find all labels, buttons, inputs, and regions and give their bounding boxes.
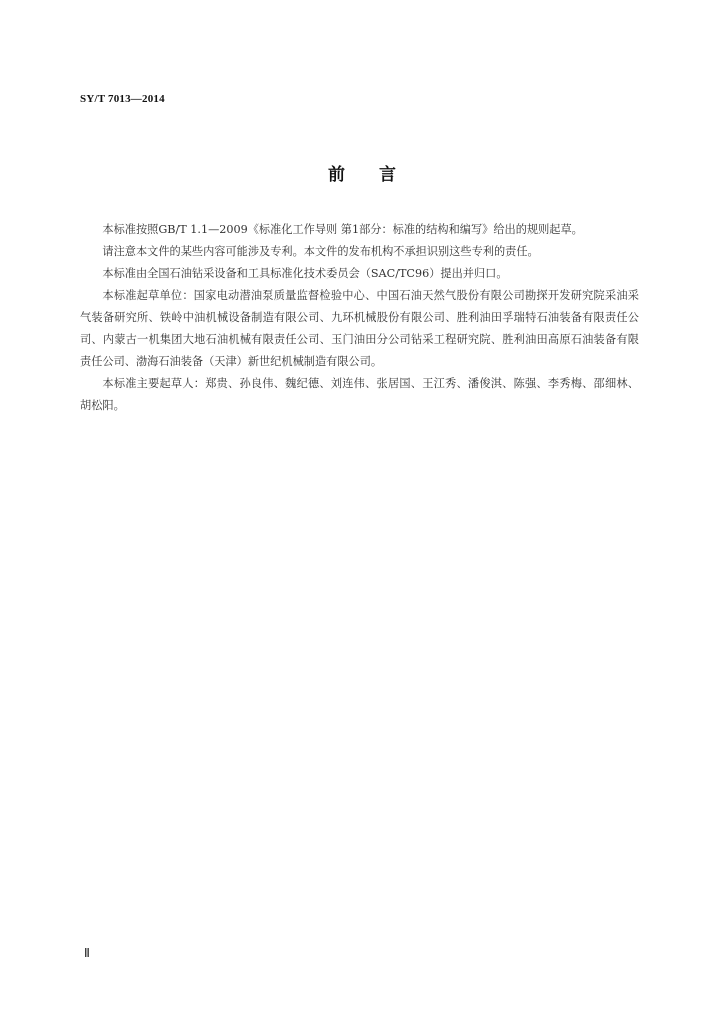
- standard-code-header: SY/T 7013—2014: [80, 93, 165, 105]
- paragraph-drafters: 本标准主要起草人：郑贵、孙良伟、魏纪德、刘连伟、张居国、王江秀、潘俊淇、陈强、李秀梅、邵细林、胡松阳。: [80, 377, 639, 412]
- page-title: 前言: [328, 165, 430, 185]
- page-number: Ⅱ: [84, 946, 90, 960]
- paragraph-drafting-units: 本标准起草单位：国家电动潜油泵质量监督检验中心、中国石油天然气股份有限公司勘探开发研究院采油采气装备研究所、铁岭中油机械设备制造有限公司、九环机械股份有限公司、胜利油田孚瑞特石油装备有限责任公司、内蒙古一机集团大地石油机械有限责任公司、玉门油田分公司钻采工程研究院、胜利油田高原石油装备有限责任公司、渤海石油装备（天津）新世纪机械制造有限公司。: [80, 289, 639, 368]
- foreword-body: [80, 219, 639, 417]
- paragraph-drafting-rules: 本标准按照GB/T 1.1—2009《标准化工作导则 第1部分：标准的结构和编写》给出的规则起草。: [102, 223, 583, 236]
- paragraph-patent-notice: 请注意本文件的某些内容可能涉及专利。本文件的发布机构不承担识别这些专利的责任。: [102, 245, 539, 258]
- paragraph-proposer: 本标准由全国石油钻采设备和工具标准化技术委员会（SAC/TC96）提出并归口。: [102, 267, 508, 280]
